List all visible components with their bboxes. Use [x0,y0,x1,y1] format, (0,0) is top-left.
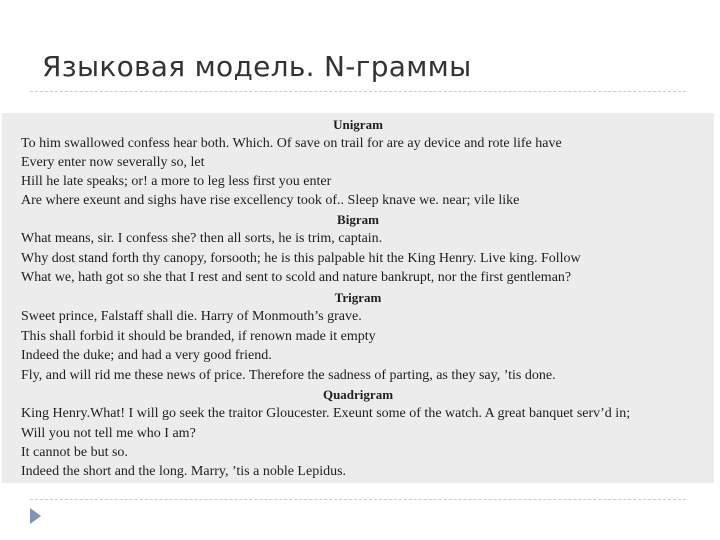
sample-line: Will you not tell me who I am? [21,426,196,441]
sample-line: To him swallowed confess hear both. Which. Of save on trail for are ay device and rote life have [21,136,562,151]
sample-line: Sweet prince, Falstaff shall die. Harry of Monmouth’s grave. [21,309,362,324]
section-heading-trigram: Trigram [334,290,382,305]
sample-line: Why dost stand forth thy canopy, forsooth; he is this palpable hit the King Henry. Live king. Follow [21,251,581,266]
title-divider [30,91,686,92]
sample-line: What we, hath got so she that I rest and sent to scold and nature bankrupt, nor the first gentleman? [21,270,572,285]
section-heading-quadrigram: Quadrigram [322,387,394,402]
sample-line: Are where exeunt and sighs have rise excellency took of.. Sleep knave we. near; vile like [21,193,520,208]
ngram-samples-panel [2,113,714,483]
sample-line: Indeed the short and the long. Marry, ’tis a noble Lepidus. [21,464,347,479]
footer-divider [30,499,686,500]
sample-line: Fly, and will rid me these news of price. Therefore the sadness of parting, as they say, ’tis done. [21,368,556,383]
section-heading-bigram: Bigram [337,212,379,227]
sample-line: Indeed the duke; and had a very good friend. [21,348,272,363]
sample-line: What means, sir. I confess she? then all sorts, he is trim, captain. [21,231,383,246]
slide-title: Языковая модель. N-граммы [42,50,472,83]
sample-line: This shall forbid it should be branded, if renown made it empty [21,329,376,344]
sample-line: Hill he late speaks; or! a more to leg less first you enter [21,174,332,189]
section-heading-unigram: Unigram [333,117,383,132]
bullet-arrow-icon [30,508,41,524]
sample-line: Every enter now severally so, let [21,155,205,170]
sample-line: King Henry.What! I will go seek the traitor Gloucester. Exeunt some of the watch. A great banquet serv’d in; [21,406,631,421]
sample-line: It cannot be but so. [21,445,128,460]
